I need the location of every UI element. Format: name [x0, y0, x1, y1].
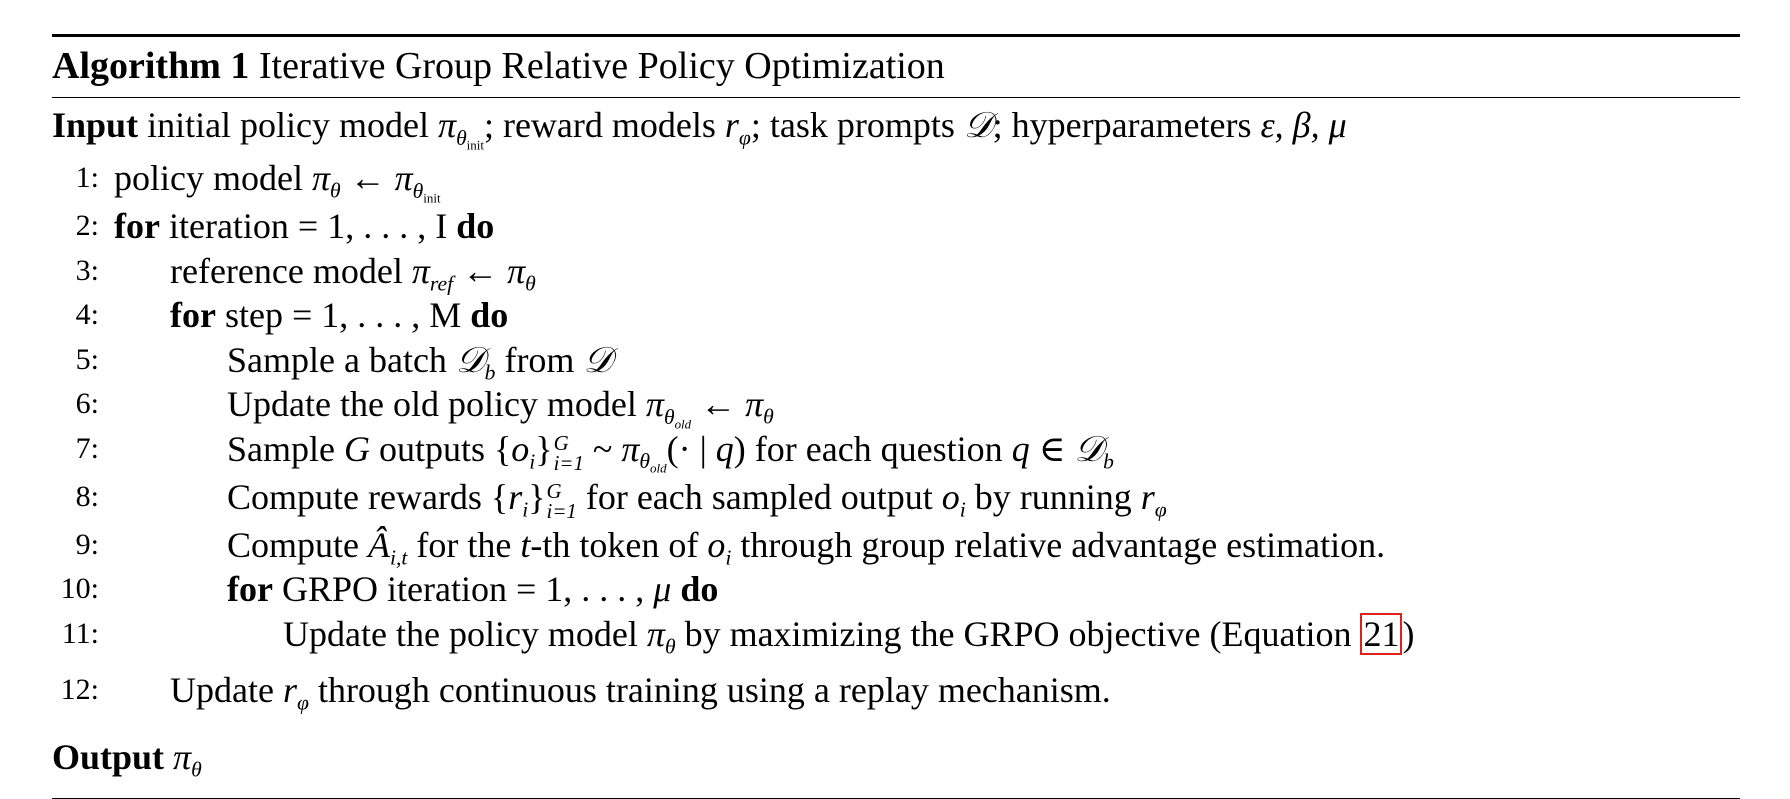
math-symbol: π [438, 105, 457, 145]
line-content [283, 612, 1415, 659]
math-symbol: θ [663, 404, 675, 429]
algorithm-line [52, 338, 1740, 383]
line-text: by running [965, 476, 1141, 517]
line-content [227, 427, 1114, 474]
line-content [227, 382, 774, 432]
line-text: ∈ [1029, 428, 1075, 469]
math-subscript: θ [664, 634, 676, 659]
math-symbol: G [343, 428, 370, 469]
line-number: 5: [75, 342, 99, 376]
line-number: 11: [61, 616, 99, 650]
algorithm-line [52, 475, 1740, 523]
math-symbol: 𝒟 [583, 339, 613, 380]
math-subscript: φ [296, 690, 309, 715]
math-subscript: init [423, 190, 441, 206]
math-subscript: init [466, 137, 484, 153]
line-content [227, 523, 1386, 570]
line-content [114, 156, 441, 206]
line-content [227, 475, 1167, 522]
line-text: Compute rewards { [227, 476, 509, 517]
line-number: 10: [60, 572, 99, 605]
line-number: 8: [75, 479, 99, 513]
math-subscript: ref [429, 271, 454, 296]
math-symbol: π [311, 158, 331, 198]
line-text: outputs { [369, 428, 512, 469]
math-subscript: old [674, 416, 692, 432]
math-symbol: 𝒟 [455, 339, 485, 380]
line-text: -th token of [530, 524, 708, 565]
algorithm-title [52, 37, 1740, 97]
math-subscript: i [725, 545, 732, 570]
math-symbol: o [941, 476, 960, 517]
equation-reference-link[interactable]: 21 [1360, 613, 1402, 655]
line-text: ← [340, 158, 395, 198]
line-content [170, 668, 1111, 715]
algorithm-steps [52, 156, 1740, 715]
math-symbol: π [646, 613, 665, 654]
line-text: Sample [227, 428, 344, 469]
math-superscript: G [553, 431, 569, 456]
math-subsup [546, 479, 577, 523]
line-text: ~ [583, 428, 622, 469]
line-text: (· | [666, 428, 716, 469]
line-text: ← [691, 384, 746, 424]
math-symbol: π [507, 250, 526, 291]
math-symbol: π [745, 384, 764, 424]
math-subscript: i [529, 449, 536, 474]
title-rule [52, 97, 1740, 98]
math-subscript: φ [738, 125, 751, 150]
line-text: ) for each question [733, 428, 1012, 469]
algorithm-line [52, 382, 1740, 432]
math-subscript: old [650, 460, 667, 476]
algorithm-line [52, 293, 1740, 338]
math-symbol: π [645, 384, 664, 424]
algorithm-line [52, 249, 1740, 294]
keyword: do [680, 569, 719, 609]
line-number: 12: [60, 672, 99, 706]
line-number: 4: [75, 298, 99, 331]
input-text: ; task prompts [750, 105, 964, 145]
math-symbol: r [282, 669, 297, 710]
line-number: 2: [75, 209, 99, 242]
math-symbol: o [511, 428, 530, 469]
line-text: Update [170, 669, 283, 710]
keyword: for [114, 206, 160, 246]
algorithm-block [52, 34, 1740, 799]
math-subscript: θ [330, 178, 341, 203]
line-text [671, 569, 680, 609]
math-subsup [553, 431, 584, 475]
line-text: Sample a batch [227, 339, 456, 380]
math-symbol: π [173, 737, 192, 777]
math-subscript: i,t [390, 545, 408, 570]
math-symbol: π [411, 250, 430, 291]
line-number: 9: [75, 527, 99, 561]
math-symbol: 𝒟 [963, 105, 993, 145]
line-text: } [535, 428, 553, 469]
algorithm-line [52, 612, 1740, 668]
output-label: Output [52, 737, 165, 777]
line-text: from [495, 339, 584, 380]
line-text: through group relative advantage estimation. [731, 524, 1386, 565]
math-subscript: i [959, 497, 966, 522]
math-symbol: r [508, 476, 523, 517]
math-subscript: θ [191, 757, 202, 782]
math-subscript: φ [1154, 497, 1167, 522]
line-number: 6: [75, 387, 99, 420]
line-number: 7: [75, 431, 99, 465]
math-symbol: o [707, 524, 726, 565]
keyword: do [470, 295, 509, 335]
math-subscript: i [522, 497, 529, 522]
algorithm-line [52, 427, 1740, 475]
algorithm-line [52, 523, 1740, 568]
algorithm-line [52, 204, 1740, 249]
keyword: for [170, 295, 216, 335]
algorithm-line [52, 567, 1740, 612]
math-subscript: θ [763, 404, 774, 429]
line-text: Update the policy model [283, 613, 647, 654]
line-number: 3: [75, 253, 99, 287]
math-symbol: 𝒟 [1074, 428, 1104, 469]
line-text: ← [453, 250, 508, 291]
input-text: ; hyperparameters [992, 105, 1261, 145]
math-symbol: r [724, 105, 739, 145]
input-text: ; reward models [483, 105, 725, 145]
line-text: reference model [170, 250, 412, 291]
input-line [52, 100, 1740, 153]
line-text: iteration = 1, . . . , I [159, 206, 457, 246]
line-number: 1: [75, 161, 99, 194]
math-subscript: θ [525, 271, 536, 296]
line-text: for each sampled output [576, 476, 942, 517]
math-symbol: π [621, 428, 640, 469]
math-subscript: i=1 [553, 450, 584, 475]
input-text: initial policy model [138, 105, 439, 145]
algorithm-title-text: Iterative Group Relative Policy Optimization [258, 45, 945, 87]
line-text: } [528, 476, 546, 517]
algorithm-label: Algorithm 1 [52, 45, 250, 87]
math-symbol: θ [639, 449, 651, 474]
output-line [52, 732, 1740, 782]
math-symbol: Â [368, 524, 390, 565]
line-text: through continuous training using a replay mechanism. [308, 669, 1111, 710]
math-symbol: t [520, 524, 531, 565]
line-text: Update the old policy model [227, 384, 646, 424]
math-superscript: G [546, 479, 562, 504]
line-text: Compute [227, 524, 368, 565]
math-symbol: π [394, 158, 413, 198]
line-text: ) [1402, 613, 1415, 654]
math-symbol: ε, β, μ [1260, 105, 1347, 145]
math-symbol: θ [412, 178, 424, 203]
math-symbol: r [1140, 476, 1155, 517]
math-symbol: θ [456, 125, 467, 150]
line-text: GRPO iteration = 1, . . . , [272, 569, 654, 609]
line-content [227, 567, 718, 611]
math-subscript: b [1103, 449, 1114, 474]
input-label: Input [52, 105, 139, 145]
algorithm-line [52, 668, 1740, 713]
line-text: step = 1, . . . , M [215, 295, 471, 335]
math-symbol: μ [653, 569, 672, 609]
math-subscript: i=1 [546, 498, 577, 523]
keyword: do [456, 206, 495, 246]
algorithm-line [52, 156, 1740, 204]
keyword: for [227, 569, 273, 609]
line-text: policy model [114, 158, 312, 198]
line-content [170, 293, 508, 337]
math-symbol: q [715, 428, 734, 469]
line-text: by maximizing the GRPO objective (Equation [675, 613, 1361, 654]
math-symbol: q [1011, 428, 1030, 469]
line-content [227, 338, 613, 385]
line-content [114, 204, 494, 248]
line-content [170, 249, 536, 296]
math-subscript: b [484, 360, 496, 385]
line-text: for the [407, 524, 521, 565]
